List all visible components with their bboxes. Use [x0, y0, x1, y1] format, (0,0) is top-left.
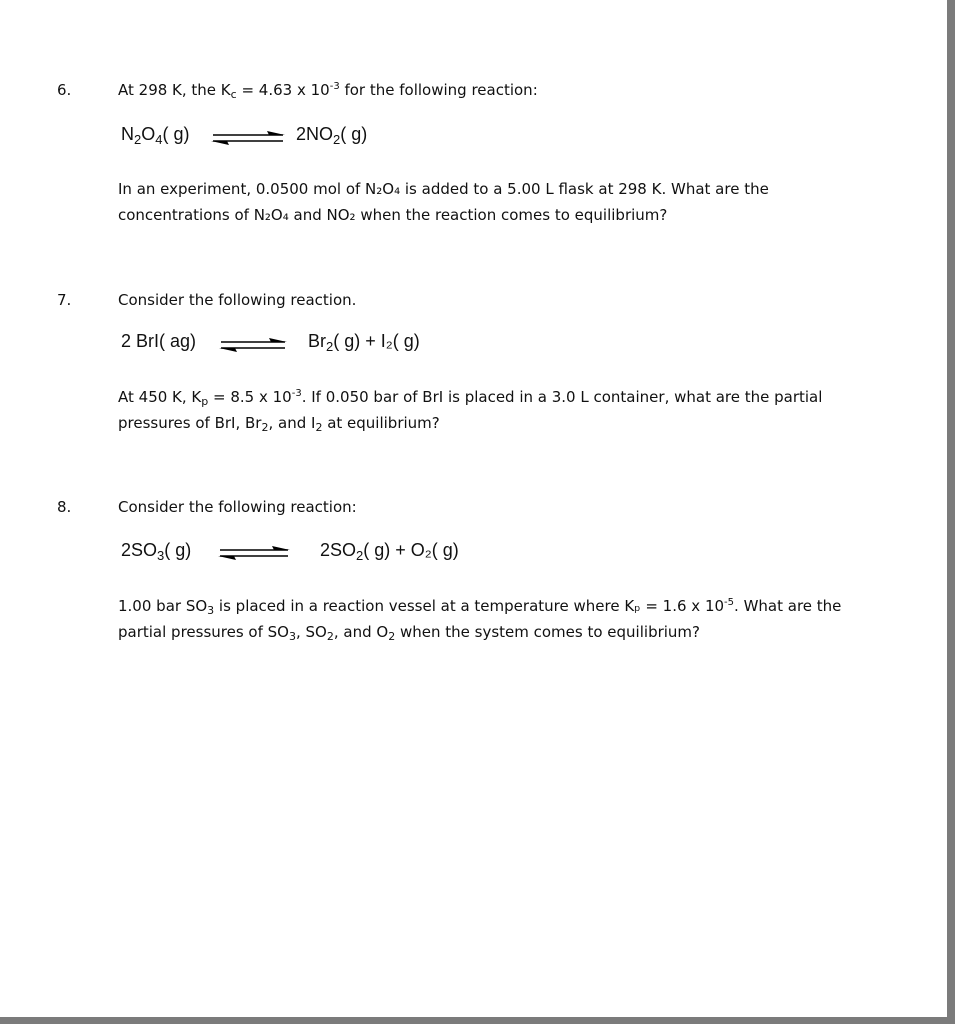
- p7-p-b: 2: [326, 339, 334, 354]
- problem-8-intro: Consider the following reaction:: [118, 498, 357, 516]
- problem-8-products: [320, 540, 459, 561]
- p6-body-line1: In an experiment, 0.0500 mol of N₂O₄ is added to a 5.00 L flask at 298 K. What are the: [118, 180, 769, 198]
- p8-p-b: 2: [356, 548, 364, 563]
- p8-b-p1: 1.00 bar SO: [118, 597, 208, 615]
- problem-7-products: [308, 331, 420, 352]
- problem-6-body: [118, 176, 769, 228]
- equilibrium-arrow-icon: [211, 130, 287, 146]
- p8-b-p6: , and O: [333, 623, 389, 641]
- p8-body-line2: [118, 619, 841, 645]
- problem-8-number: 8.: [57, 498, 72, 516]
- p7-body-line1: [118, 384, 822, 410]
- p8-so3-sub: 3: [207, 604, 215, 617]
- p7-b-p3: . If 0.050 bar of BrI is placed in a 3.0 L container, what are the partial: [301, 388, 823, 406]
- p6-r-e: ( g): [162, 124, 190, 144]
- p6-r-b: 2: [134, 132, 142, 147]
- p7-p-c: ( g) + I₂( g): [333, 331, 420, 351]
- equilibrium-arrow-icon: [218, 545, 292, 561]
- p7-b-p1: At 450 K, K: [118, 388, 202, 406]
- p8-kp-exp: -5: [724, 597, 735, 608]
- problem-7-reactants: 2 BrI( ag): [121, 331, 197, 351]
- p8-b-p4: partial pressures of SO: [118, 623, 289, 641]
- p6-intro-p1: At 298 K, the K: [118, 81, 231, 99]
- p8-r-c: ( g): [164, 540, 192, 560]
- p8-so3-sub2: 3: [288, 630, 296, 643]
- p7-kp-exp: -3: [291, 388, 302, 399]
- p8-body-line1: [118, 593, 841, 619]
- p6-p-a: 2NO: [296, 124, 334, 144]
- p6-intro-p3: for the following reaction:: [339, 81, 538, 99]
- p7-b-p2: = 8.5 x 10: [208, 388, 292, 406]
- p6-body-line2: concentrations of N₂O₄ and NO₂ when the reaction comes to equilibrium?: [118, 206, 668, 224]
- p6-kc-sub: c: [230, 88, 237, 101]
- p8-b-p2: is placed in a reaction vessel at a temperature where Kₚ = 1.6 x 10: [214, 597, 725, 615]
- p7-b-p4: pressures of BrI, Br: [118, 414, 262, 432]
- p7-br-sub: 2: [261, 421, 269, 434]
- p8-p-c: ( g) + O₂( g): [363, 540, 459, 560]
- p7-kp-sub: p: [201, 395, 209, 408]
- p8-p-a: 2SO: [320, 540, 357, 560]
- p6-intro-p2: = 4.63 x 10: [236, 81, 330, 99]
- problem-7-body: [118, 384, 822, 436]
- problem-8-body: [118, 593, 841, 645]
- p6-p-b: 2: [333, 132, 341, 147]
- p7-i-sub: 2: [315, 421, 323, 434]
- p6-r-d: 4: [155, 132, 163, 147]
- problem-6-products: [296, 124, 367, 145]
- p8-b-p5: , SO: [295, 623, 327, 641]
- p8-o2-sub: 2: [388, 630, 396, 643]
- p6-r-c: O: [141, 124, 156, 144]
- problem-6-intro: [118, 81, 538, 99]
- problem-6-reactants: [121, 124, 189, 145]
- problem-6-number: 6.: [57, 81, 72, 99]
- p6-r-a: N: [121, 124, 134, 144]
- p7-b-p5: , and I: [268, 414, 316, 432]
- p7-body-line2: [118, 410, 822, 436]
- problem-8-reactants: [121, 540, 191, 561]
- problem-7-intro: Consider the following reaction.: [118, 291, 357, 309]
- p8-b-p7: when the system comes to equilibrium?: [395, 623, 701, 641]
- p6-p-c: ( g): [340, 124, 368, 144]
- p6-kc-exp: -3: [329, 81, 340, 92]
- p8-r-b: 3: [157, 548, 165, 563]
- p8-r-a: 2SO: [121, 540, 158, 560]
- p7-b-p6: at equilibrium?: [322, 414, 440, 432]
- p8-b-p3: . What are the: [734, 597, 842, 615]
- p8-so2-sub: 2: [326, 630, 334, 643]
- problem-7-number: 7.: [57, 291, 72, 309]
- p7-p-a: Br: [308, 331, 326, 351]
- equilibrium-arrow-icon: [219, 337, 289, 353]
